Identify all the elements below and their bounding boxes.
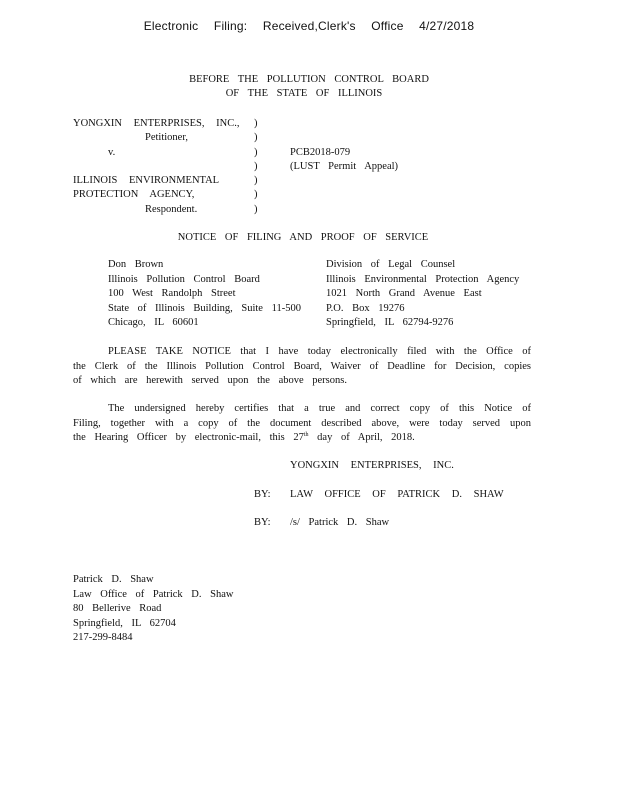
address-line: P.O. Box 19276 xyxy=(326,302,405,314)
attorney-line: Law Office of Patrick D. Shaw xyxy=(73,588,234,600)
by-label: BY: xyxy=(254,489,271,500)
attorney-line: Patrick D. Shaw xyxy=(73,574,154,585)
attorney-block xyxy=(73,573,233,646)
recipient-left-block xyxy=(108,258,301,331)
caption-bracket: ) xyxy=(254,175,258,186)
address-line: Springfield, IL 62794-9276 xyxy=(326,317,454,328)
filing-stamp: Electronic Filing: Received,Clerk's Office 4/27/2018 xyxy=(143,19,475,33)
address-line: 100 West Randolph Street xyxy=(108,288,236,299)
respondent-name-2: PROTECTION AGENCY, xyxy=(73,189,195,200)
court-title-line-1: BEFORE THE POLLUTION CONTROL BOARD xyxy=(189,74,429,85)
caption-bracket: ) xyxy=(254,189,258,200)
versus: v. xyxy=(108,147,116,158)
respondent-role: Respondent. xyxy=(145,204,198,215)
address-line: State of Illinois Building, Suite 11-500 xyxy=(108,302,301,314)
certification-text-end: day of April, 2018. xyxy=(308,432,415,443)
petitioner-name: YONGXIN ENTERPRISES, INC., xyxy=(73,118,240,129)
certification-paragraph xyxy=(73,402,531,446)
court-title-line-2: OF THE STATE OF ILLINOIS xyxy=(225,88,383,99)
caption-bracket: ) xyxy=(254,161,258,172)
signature-firm: LAW OFFICE OF PATRICK D. SHAW xyxy=(290,489,504,500)
case-number: PCB2018-079 xyxy=(290,147,351,158)
petitioner-role: Petitioner, xyxy=(145,132,189,143)
address-line: Division of Legal Counsel xyxy=(326,259,456,270)
caption-bracket: ) xyxy=(254,147,258,158)
recipient-right-block xyxy=(326,258,519,331)
address-line: Illinois Pollution Control Board xyxy=(108,273,260,285)
respondent-name-1: ILLINOIS ENVIRONMENTAL xyxy=(73,175,220,186)
certification-text: The undersigned hereby certifies that a true and correct copy of this Notice of Filing, together with a copy of the document described above, were today served upon the Hearing Officer by electronic-mail, this 27 xyxy=(73,403,531,443)
caption-bracket: ) xyxy=(254,118,258,129)
notice-paragraph: PLEASE TAKE NOTICE that I have today electronically filed with the Office of the Clerk of the Illinois Pollution Control Board, Waiver of Deadline for Decision, copies of which are herewith served upon the above persons. xyxy=(73,346,531,386)
notice-title: NOTICE OF FILING AND PROOF OF SERVICE xyxy=(177,232,429,243)
address-line: Don Brown xyxy=(108,259,164,270)
address-line: Chicago, IL 60601 xyxy=(108,317,199,328)
by-label: BY: xyxy=(254,517,271,528)
address-line: 1021 North Grand Avenue East xyxy=(326,288,482,299)
attorney-line: 217-299-8484 xyxy=(73,632,133,643)
day-suffix: th xyxy=(303,432,309,438)
attorney-line: Springfield, IL 62704 xyxy=(73,617,176,629)
case-type: (LUST Permit Appeal) xyxy=(290,161,399,172)
electronic-signature: /s/ Patrick D. Shaw xyxy=(290,517,390,528)
signature-party: YONGXIN ENTERPRISES, INC. xyxy=(290,460,454,471)
address-line: Illinois Environmental Protection Agency xyxy=(326,273,520,285)
caption-bracket: ) xyxy=(254,132,258,143)
attorney-line: 80 Bellerive Road xyxy=(73,603,162,614)
caption-bracket: ) xyxy=(254,204,258,215)
